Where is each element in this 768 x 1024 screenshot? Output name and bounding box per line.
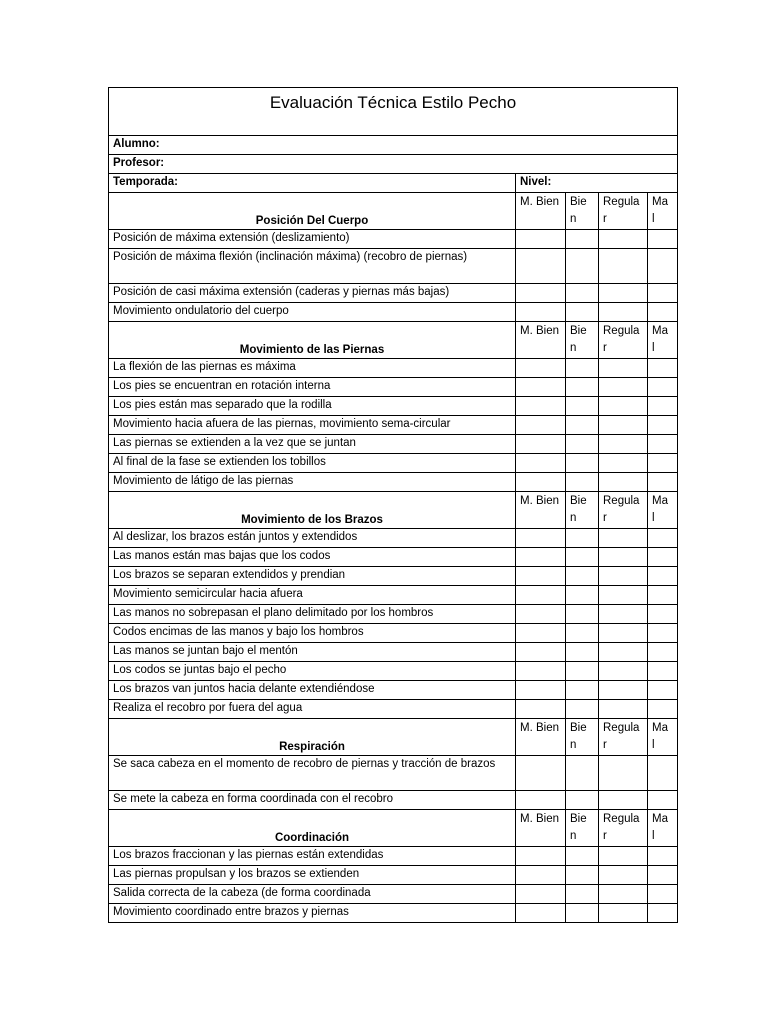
criterion-label: Posición de casi máxima extensión (caderas y piernas más bajas)	[109, 284, 516, 303]
rating-cell[interactable]	[648, 303, 678, 322]
rating-cell[interactable]	[648, 847, 678, 866]
table-row	[109, 378, 678, 397]
rating-cell[interactable]	[516, 885, 566, 904]
level-header: Regula r	[599, 719, 648, 756]
rating-cell[interactable]	[599, 378, 648, 397]
rating-cell[interactable]	[516, 700, 566, 719]
table-row	[109, 567, 678, 586]
rating-cell[interactable]	[648, 866, 678, 885]
rating-cell[interactable]	[566, 397, 599, 416]
rating-cell[interactable]	[566, 791, 599, 810]
section-header: Movimiento de las Piernas	[109, 322, 516, 359]
table-row	[109, 791, 678, 810]
level-header: Regula r	[599, 492, 648, 529]
criterion-label: Al final de la fase se extienden los tobillos	[109, 454, 516, 473]
table-row	[109, 416, 678, 435]
rating-cell[interactable]	[566, 548, 599, 567]
level-header: Ma l	[648, 810, 678, 847]
criterion-label: Posición de máxima extensión (deslizamiento)	[109, 230, 516, 249]
rating-cell[interactable]	[566, 700, 599, 719]
rating-cell[interactable]	[516, 756, 566, 791]
rating-cell[interactable]	[648, 435, 678, 454]
rating-cell[interactable]	[516, 847, 566, 866]
rating-cell[interactable]	[516, 435, 566, 454]
rating-cell[interactable]	[516, 605, 566, 624]
rating-cell[interactable]	[566, 529, 599, 548]
rating-cell[interactable]	[566, 249, 599, 284]
rating-cell[interactable]	[599, 359, 648, 378]
rating-cell[interactable]	[566, 605, 599, 624]
table-row	[109, 397, 678, 416]
rating-cell[interactable]	[566, 567, 599, 586]
rating-cell[interactable]	[516, 643, 566, 662]
rating-cell[interactable]	[516, 681, 566, 700]
rating-cell[interactable]	[516, 548, 566, 567]
profesor-field[interactable]: Profesor:	[109, 155, 678, 174]
rating-cell[interactable]	[516, 791, 566, 810]
table-row	[109, 529, 678, 548]
criterion-label: Posición de máxima flexión (inclinación máxima) (recobro de piernas)	[109, 249, 516, 284]
rating-cell[interactable]	[599, 249, 648, 284]
level-header: M. Bien	[516, 492, 566, 529]
temporada-field[interactable]: Temporada:	[109, 174, 516, 193]
rating-cell[interactable]	[599, 586, 648, 605]
rating-cell[interactable]	[599, 624, 648, 643]
criterion-label: Movimiento de látigo de las piernas	[109, 473, 516, 492]
rating-cell[interactable]	[566, 885, 599, 904]
rating-cell[interactable]	[599, 284, 648, 303]
rating-cell[interactable]	[516, 378, 566, 397]
level-header: M. Bien	[516, 810, 566, 847]
rating-cell[interactable]	[648, 359, 678, 378]
rating-cell[interactable]	[599, 756, 648, 791]
level-header: Ma l	[648, 492, 678, 529]
rating-cell[interactable]	[566, 681, 599, 700]
rating-cell[interactable]	[516, 529, 566, 548]
rating-cell[interactable]	[599, 791, 648, 810]
table-row	[109, 847, 678, 866]
criterion-label: Movimiento semicircular hacia afuera	[109, 586, 516, 605]
rating-cell[interactable]	[516, 567, 566, 586]
rating-cell[interactable]	[516, 303, 566, 322]
level-header: M. Bien	[516, 719, 566, 756]
rating-cell[interactable]	[599, 700, 648, 719]
section-header: Respiración	[109, 719, 516, 756]
rating-cell[interactable]	[599, 416, 648, 435]
rating-cell[interactable]	[566, 303, 599, 322]
table-row	[109, 681, 678, 700]
criterion-label: Las piernas propulsan y los brazos se extienden	[109, 866, 516, 885]
rating-cell[interactable]	[648, 378, 678, 397]
rating-cell[interactable]	[648, 662, 678, 681]
rating-cell[interactable]	[648, 416, 678, 435]
rating-cell[interactable]	[516, 866, 566, 885]
page-title: Evaluación Técnica Estilo Pecho	[109, 88, 678, 136]
rating-cell[interactable]	[648, 473, 678, 492]
level-header: Regula r	[599, 810, 648, 847]
level-header: Bie n	[566, 719, 599, 756]
rating-cell[interactable]	[516, 473, 566, 492]
table-row	[109, 473, 678, 492]
criterion-label: Se mete la cabeza en forma coordinada con el recobro	[109, 791, 516, 810]
rating-cell[interactable]	[648, 284, 678, 303]
rating-cell[interactable]	[599, 435, 648, 454]
rating-cell[interactable]	[599, 866, 648, 885]
level-header: M. Bien	[516, 322, 566, 359]
rating-cell[interactable]	[566, 662, 599, 681]
rating-cell[interactable]	[566, 756, 599, 791]
rating-cell[interactable]	[599, 473, 648, 492]
criterion-label: Se saca cabeza en el momento de recobro de piernas y tracción de brazos	[109, 756, 516, 791]
rating-cell[interactable]	[516, 416, 566, 435]
rating-cell[interactable]	[648, 249, 678, 284]
section-header: Posición Del Cuerpo	[109, 193, 516, 230]
rating-cell[interactable]	[648, 681, 678, 700]
rating-cell[interactable]	[516, 662, 566, 681]
table-row	[109, 284, 678, 303]
nivel-field[interactable]: Nivel:	[516, 174, 678, 193]
criterion-label: Movimiento hacia afuera de las piernas, movimiento sema-circular	[109, 416, 516, 435]
evaluation-table	[108, 87, 678, 923]
criterion-label: Movimiento coordinado entre brazos y piernas	[109, 904, 516, 923]
rating-cell[interactable]	[516, 230, 566, 249]
table-row	[109, 303, 678, 322]
criterion-label: Las manos están mas bajas que los codos	[109, 548, 516, 567]
criterion-label: Las piernas se extienden a la vez que se juntan	[109, 435, 516, 454]
criterion-label: La flexión de las piernas es máxima	[109, 359, 516, 378]
criterion-label: Movimiento ondulatorio del cuerpo	[109, 303, 516, 322]
alumno-field[interactable]: Alumno:	[109, 136, 678, 155]
rating-cell[interactable]	[648, 397, 678, 416]
rating-cell[interactable]	[599, 847, 648, 866]
rating-cell[interactable]	[648, 643, 678, 662]
table-row	[109, 605, 678, 624]
table-row	[109, 904, 678, 923]
section-header: Movimiento de los Brazos	[109, 492, 516, 529]
level-header: Bie n	[566, 322, 599, 359]
table-row	[109, 700, 678, 719]
rating-cell[interactable]	[599, 230, 648, 249]
level-header: Ma l	[648, 193, 678, 230]
criterion-label: Los codos se juntas bajo el pecho	[109, 662, 516, 681]
rating-cell[interactable]	[516, 359, 566, 378]
rating-cell[interactable]	[648, 529, 678, 548]
table-row	[109, 624, 678, 643]
rating-cell[interactable]	[516, 904, 566, 923]
rating-cell[interactable]	[566, 847, 599, 866]
rating-cell[interactable]	[566, 435, 599, 454]
rating-cell[interactable]	[648, 791, 678, 810]
level-header: M. Bien	[516, 193, 566, 230]
criterion-label: Realiza el recobro por fuera del agua	[109, 700, 516, 719]
rating-cell[interactable]	[566, 284, 599, 303]
criterion-label: Los pies se encuentran en rotación interna	[109, 378, 516, 397]
rating-cell[interactable]	[566, 378, 599, 397]
rating-cell[interactable]	[566, 473, 599, 492]
criterion-label: Los brazos fraccionan y las piernas están extendidas	[109, 847, 516, 866]
level-header: Regula r	[599, 193, 648, 230]
table-row	[109, 249, 678, 284]
criterion-label: Los brazos se separan extendidos y prendian	[109, 567, 516, 586]
rating-cell[interactable]	[516, 586, 566, 605]
rating-cell[interactable]	[566, 359, 599, 378]
table-row	[109, 230, 678, 249]
rating-cell[interactable]	[648, 454, 678, 473]
rating-cell[interactable]	[516, 249, 566, 284]
section-header: Coordinación	[109, 810, 516, 847]
table-row	[109, 643, 678, 662]
rating-cell[interactable]	[599, 643, 648, 662]
table-row	[109, 359, 678, 378]
rating-cell[interactable]	[566, 643, 599, 662]
rating-cell[interactable]	[599, 662, 648, 681]
criterion-label: Salida correcta de la cabeza (de forma coordinada	[109, 885, 516, 904]
rating-cell[interactable]	[648, 230, 678, 249]
criterion-label: Los brazos van juntos hacia delante extendiéndose	[109, 681, 516, 700]
level-header: Bie n	[566, 492, 599, 529]
table-row	[109, 548, 678, 567]
rating-cell[interactable]	[599, 904, 648, 923]
rating-cell[interactable]	[566, 866, 599, 885]
rating-cell[interactable]	[648, 548, 678, 567]
rating-cell[interactable]	[648, 700, 678, 719]
rating-cell[interactable]	[599, 529, 648, 548]
level-header: Bie n	[566, 193, 599, 230]
table-row	[109, 866, 678, 885]
rating-cell[interactable]	[648, 605, 678, 624]
rating-cell[interactable]	[599, 605, 648, 624]
rating-cell[interactable]	[516, 397, 566, 416]
rating-cell[interactable]	[599, 548, 648, 567]
rating-cell[interactable]	[516, 624, 566, 643]
rating-cell[interactable]	[648, 756, 678, 791]
rating-cell[interactable]	[566, 416, 599, 435]
rating-cell[interactable]	[599, 454, 648, 473]
rating-cell[interactable]	[648, 586, 678, 605]
rating-cell[interactable]	[566, 586, 599, 605]
criterion-label: Al deslizar, los brazos están juntos y extendidos	[109, 529, 516, 548]
criterion-label: Las manos no sobrepasan el plano delimitado por los hombros	[109, 605, 516, 624]
rating-cell[interactable]	[599, 397, 648, 416]
table-row	[109, 885, 678, 904]
rating-cell[interactable]	[516, 454, 566, 473]
level-header: Regula r	[599, 322, 648, 359]
level-header: Ma l	[648, 322, 678, 359]
rating-cell[interactable]	[648, 624, 678, 643]
rating-cell[interactable]	[648, 904, 678, 923]
rating-cell[interactable]	[566, 624, 599, 643]
rating-cell[interactable]	[599, 567, 648, 586]
criterion-label: Las manos se juntan bajo el mentón	[109, 643, 516, 662]
criterion-label: Codos encimas de las manos y bajo los hombros	[109, 624, 516, 643]
rating-cell[interactable]	[566, 230, 599, 249]
rating-cell[interactable]	[599, 885, 648, 904]
rating-cell[interactable]	[516, 284, 566, 303]
rating-cell[interactable]	[566, 454, 599, 473]
rating-cell[interactable]	[648, 567, 678, 586]
criterion-label: Los pies están mas separado que la rodilla	[109, 397, 516, 416]
rating-cell[interactable]	[648, 885, 678, 904]
table-row	[109, 435, 678, 454]
rating-cell[interactable]	[566, 904, 599, 923]
rating-cell[interactable]	[599, 303, 648, 322]
level-header: Ma l	[648, 719, 678, 756]
table-row	[109, 662, 678, 681]
level-header: Bie n	[566, 810, 599, 847]
table-row	[109, 756, 678, 791]
rating-cell[interactable]	[599, 681, 648, 700]
table-row	[109, 454, 678, 473]
table-row	[109, 586, 678, 605]
